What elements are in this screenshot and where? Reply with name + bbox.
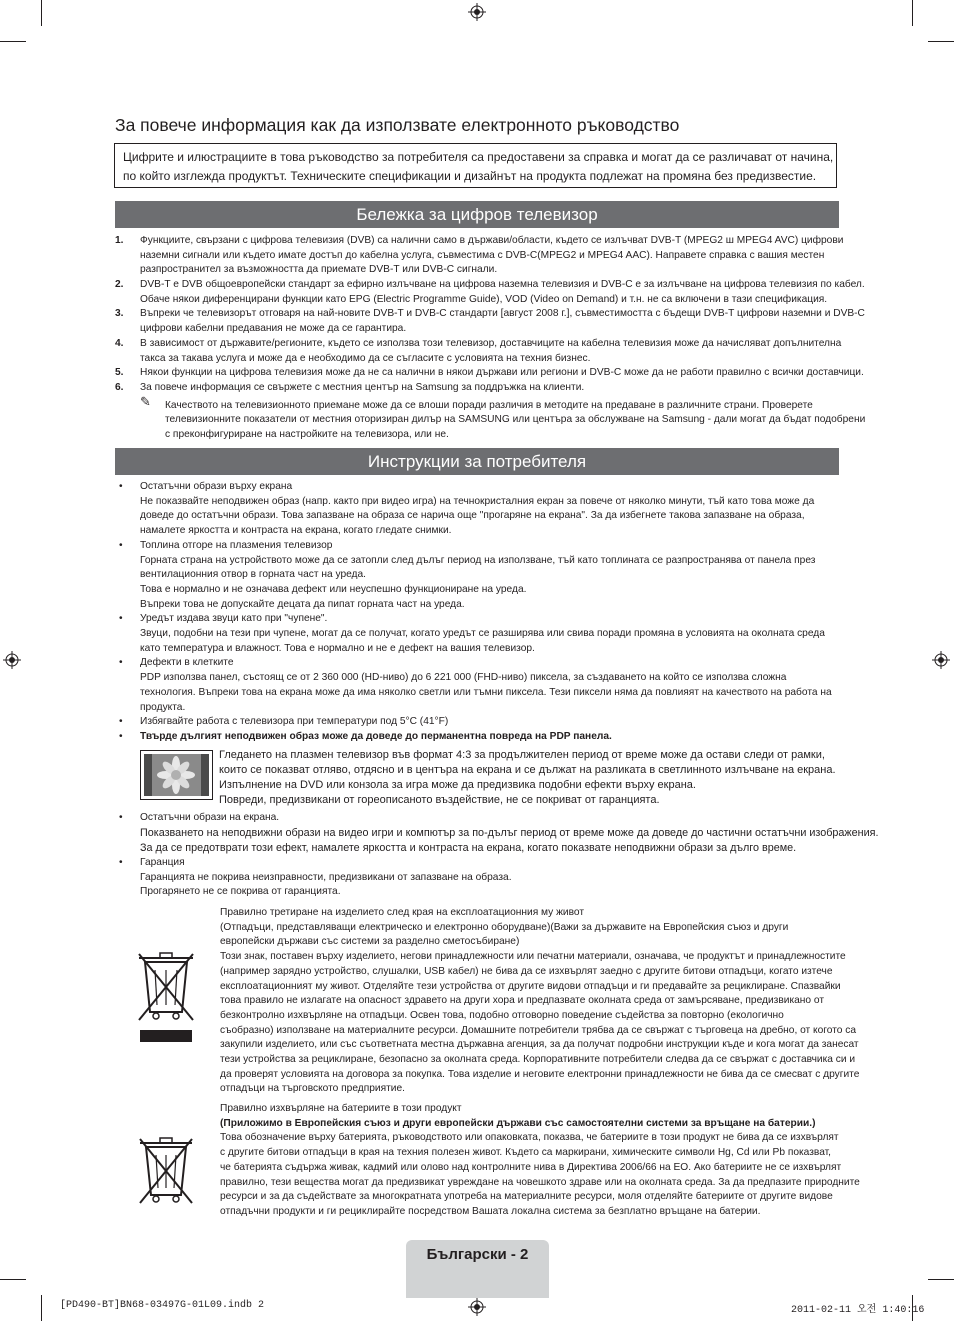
bullet: • xyxy=(119,481,123,492)
item-number: 5. xyxy=(115,367,124,379)
bullet: • xyxy=(119,812,123,823)
note-text: телевизионните показатели от местния оторизиран дилър на SAMSUNG или центъра за обслужване на Samsung - дали могат да бъдат подобрени xyxy=(165,414,866,426)
bullet-text: продукта. xyxy=(140,701,186,713)
bullet-text: като температура и влажност. Това е нормално и не е дефект на вашия телевизор. xyxy=(140,642,535,654)
weee-text: отпадъци на търговското предприятие. xyxy=(220,1083,405,1095)
bullet-text: PDP използва панел, състоящ се от 2 360 000 (HD-ниво) до 6 221 000 (FHD-ниво) пиксела, за създаването на който се използва сложна xyxy=(140,672,787,684)
bullet: • xyxy=(119,613,123,625)
notice-line: Цифрите и илюстрациите в това ръководство за потребителя са предоставени за справка и могат да се различават от начина, xyxy=(123,150,834,164)
item-text: наземни сигнали или където имате достъп до кабелна услуга, съвместима с DVB-C(MPEG2 и MPEG4 AAC). Направете справка с вашия местен xyxy=(140,249,825,261)
notice-box xyxy=(114,143,837,188)
photo-text: които се показват отляво, отдясно и в центъра на екрана и се дължат на разликата в светлинното излъчване на екрана. xyxy=(219,764,836,776)
bullet-text: Звуци, подобни на тези при чупене, могат да се получат, когато уредът се разширява или свива поради промяна в условията на околната среда xyxy=(140,628,825,639)
photo-text: Повреди, предизвикани от гореописаното въздействие, не се покриват от гаранцията. xyxy=(219,794,660,806)
bullet-text: За да се предотврати този ефект, намалете яркостта и контраста на екрана, когато показвате неподвижни образи за дълго време. xyxy=(140,842,797,854)
tv-photo-illustration xyxy=(140,750,213,800)
battery-bin-icon xyxy=(136,1135,196,1207)
bullet-head: Остатъчни образи на екрана. xyxy=(140,812,280,823)
weee-heading: (Отпадъци, представляващи електрическо и електронно оборудване)(Важи за държавите на Европейския съюз и други xyxy=(220,921,789,933)
battery-text: отпадъчни продукти и ги рециклирайте посредством Вашата локална система за безплатно връщане на батерии. xyxy=(220,1205,761,1217)
bullet-text: намалете яркостта и контраста на екрана, когато гледате снимки. xyxy=(140,525,452,537)
item-text: Въпреки че телевизорът отговаря на най-новите DVB-T и DVB-C стандарти [август 2008 г.], съвместимостта с бъдещи DVB-T цифрови наземни и DVB-C xyxy=(140,308,865,320)
photo-text: Гледането на плазмен телевизор във формат 4:3 за продължителен период от време може да остави следи от рамки, xyxy=(219,749,825,761)
battery-text: Това обозначение върху батерията, ръководството или опаковката, показва, че батериите в този продукт не бива да се изхвърлят xyxy=(220,1132,839,1144)
item-text: Някои функции на цифрова телевизия може да не са налични в някои държави или региони и DVB-C може да не работи правилно с всички доставчици. xyxy=(140,367,864,379)
weee-text: експлоатационният му живот. Отделяйте тези устройства от другите видови отпадъци и ги предавайте за рециклиране. Спазвайки xyxy=(220,980,841,992)
crop-mark xyxy=(928,1279,954,1280)
section-header-digital-tv: Бележка за цифров телевизор xyxy=(115,201,839,228)
weee-text: съобразно) използване на материалните ресурси. Домашните потребители трябва да се свържат с търговеца на дребно, от когото са xyxy=(220,1024,857,1036)
weee-text: да проверят условията на договора за покупка. Това изделие и неговите електронни принадлежности не бива да се смесват с другите xyxy=(220,1068,860,1080)
bullet-text: доведе до остатъчни образи. Това запазване на образа се нарича още "прогаряне на екрана". За да избегнете такова запазване на образа, xyxy=(140,510,805,522)
registration-mark-icon xyxy=(932,651,950,669)
item-text: разпространител за възможността да приемате DVB-T или DVB-C сигнали. xyxy=(140,264,498,276)
weee-text: тези устройства за рециклиране, безопасно за околната среда. Корпоративните потребители следва да се свържат с доставчика си и xyxy=(220,1054,856,1065)
print-slug-file: [PD490-BT]BN68-03497G-01L09.indb 2 xyxy=(60,1300,265,1311)
bullet-head: Топлина отгоре на плазмения телевизор xyxy=(140,539,333,551)
crop-mark xyxy=(912,0,913,26)
bullet-head: Гаранция xyxy=(140,857,185,868)
item-number: 2. xyxy=(115,279,124,290)
crop-mark xyxy=(0,1279,26,1280)
weee-bin-icon xyxy=(135,950,197,1045)
notice-line: по който изглежда продуктът. Техническите спецификации и дизайнът на продукта подлежат на промяна без предизвестие. xyxy=(123,169,817,183)
registration-mark-icon xyxy=(468,1298,486,1316)
registration-mark-icon xyxy=(468,3,486,21)
bullet-head: Остатъчни образи върху екрана xyxy=(140,481,293,492)
bullet-text: Показването на неподвижни образи на видео игри и компютър за по-дълъг период от време може да доведе до частични остатъчни изображения. xyxy=(140,827,879,839)
item-text: В зависимост от държавите/регионите, където се използва този телевизор, доставчиците на кабелна телевизия може да начисляват допълнителна xyxy=(140,337,842,349)
bullet-text: Въпреки това не допускайте децата да пипат горната част на уреда. xyxy=(140,598,465,610)
photo-text: Изпълнение на DVD или конзола за игра може да предизвика подобни ефекти върху екрана. xyxy=(219,779,696,791)
bullet-head: Дефекти в клетките xyxy=(140,657,234,669)
bullet-head: Избягвайте работа с телевизора при температури под 5°C (41°F) xyxy=(140,716,449,728)
weee-text: Този знак, поставен върху изделието, негови принадлежности или печатни материали, означава, че продуктът и принадлежностите xyxy=(220,951,846,963)
item-number: 4. xyxy=(115,337,124,349)
weee-text: това правило не излагате на опасност здравето на други хора и предпазвате околната среда от замърсяване, предизвикано от xyxy=(220,995,825,1007)
battery-text: че батерията съдържа живак, кадмий или олово над контролните нива в Директива 2006/66 на ЕО. Ако батериите не се изхвърлят xyxy=(220,1161,842,1173)
bullet: • xyxy=(119,657,123,669)
note-pencil-icon: ✎ xyxy=(140,394,151,409)
flower-image-icon xyxy=(144,754,209,796)
crop-mark xyxy=(41,0,42,26)
bullet-text: Горната страна на устройството може да се затопли след дълъг период на използване, тъй като топлината се разпространява от панела през xyxy=(140,554,816,566)
bullet: • xyxy=(119,857,123,868)
weee-text: закупили изделието, или със съответната местна държавна агенция, за да получат подробни инструкции къде и кога могат да занесат xyxy=(220,1039,859,1051)
item-number: 3. xyxy=(115,308,124,320)
bullet-text: Прогарянето не се покрива от гаранцията. xyxy=(140,886,341,898)
bullet-text: Това е нормално и не означава дефект или неуспешно функциониране на уреда. xyxy=(140,583,527,595)
item-text: За повече информация се свържете с местния център на Samsung за поддръжка на клиенти. xyxy=(140,381,585,393)
page-number-label: Български - 2 xyxy=(426,1246,529,1263)
note-text: с преконфигуриране на настройките на телевизора, или не. xyxy=(165,428,449,440)
item-number: 6. xyxy=(115,381,124,393)
item-text: такса за такава услуга и може да е необходимо да се съгласите с условията на техния бизнес. xyxy=(140,352,591,364)
battery-text: ресурси и за да съдействате за многократната употреба на материалните ресурси, моля отделяйте батериите от другите видове xyxy=(220,1191,833,1203)
bullet: • xyxy=(119,716,123,728)
item-text: цифрови кабелни предавания не може да се гарантира. xyxy=(140,323,407,335)
crop-mark xyxy=(0,41,26,42)
weee-heading: Правилно третиране на изделието след края на експлоатационния му живот xyxy=(220,907,585,918)
battery-text: с другите битови отпадъци в края на техния полезен живот. Където са маркирани, химическите символи Hg, Cd или Pb показват, xyxy=(220,1147,832,1159)
item-number: 1. xyxy=(115,235,124,246)
bullet-text: вентилационния отвор в горната част на уреда. xyxy=(140,569,366,581)
weee-text: (например зарядно устройство, слушалки, USB кабел) не бива да се изхвърлят заедно с другите битови отпадъци, когато изтече xyxy=(220,965,833,977)
item-text: Обаче някои диференцирани функции като EPG (Electric Programme Guide), VOD (Video on Demand) и т.н. не са включени в тази спецификация. xyxy=(140,293,828,305)
item-text: Функциите, свързани с цифрова телевизия (DVB) са налични само в държави/области, където се излъчват DVB-T (MPEG2 ш MPEG4 AVC) цифрови xyxy=(140,235,844,246)
bullet: • xyxy=(119,539,123,551)
print-slug-date: 2011-02-11 오전 1:40:16 xyxy=(791,1305,925,1316)
crop-mark xyxy=(41,1295,42,1321)
page-title: За повече информация как да използвате електронното ръководство xyxy=(115,115,680,135)
registration-mark-icon xyxy=(3,651,21,669)
crop-mark xyxy=(928,41,954,42)
battery-heading: Правилно изхвърляне на батериите в този продукт xyxy=(220,1103,462,1114)
bullet: • xyxy=(119,730,123,742)
note-text: Качеството на телевизионното приемане може да се влоши поради различия в методите на предаване в различните страни. Проверете xyxy=(165,399,813,411)
bullet-head: Твърде дългият неподвижен образ може да доведе до перманентна повреда на PDP панела. xyxy=(140,730,612,742)
battery-heading: (Приложимо в Европейския съюз и други европейски държави със самостоятелни системи за връщане на батерии.) xyxy=(220,1117,816,1129)
bullet-text: Не показвайте неподвижен образ (напр. както при видео игра) на течнокристалния екран за повече от няколко минути, тъй като това може да xyxy=(140,495,815,507)
item-text: DVB-T е DVB общоевропейски стандарт за ефирно излъчване на цифрова наземна телевизия и DVB-C е за излъчване на цифрова телевизия по кабел. xyxy=(140,279,865,290)
bullet-head: Уредът издава звуци като при "чупене". xyxy=(140,613,328,625)
section-header-user-instructions: Инструкции за потребителя xyxy=(115,448,839,475)
battery-text: правилно, тези вещества могат да предизвикат увреждане на човешкото здраве или на околната среда. За да предпазите природните xyxy=(220,1176,860,1188)
bullet-text: Гаранцията не покрива неизправности, предизвикани от запазване на образа. xyxy=(140,871,512,883)
bullet-text: технология. Въпреки това на екрана може да има няколко светли или тъмни пиксела. Тези пиксели няма да повлияят на качеството на работа на xyxy=(140,686,832,698)
weee-heading: европейски държави със системи за разделно сметосъбиране) xyxy=(220,936,520,948)
weee-text: безконтролно изхвърляне на отпадъци. Освен това, подобно отговорно поведение съдейства за повторно (екологично xyxy=(220,1009,784,1021)
